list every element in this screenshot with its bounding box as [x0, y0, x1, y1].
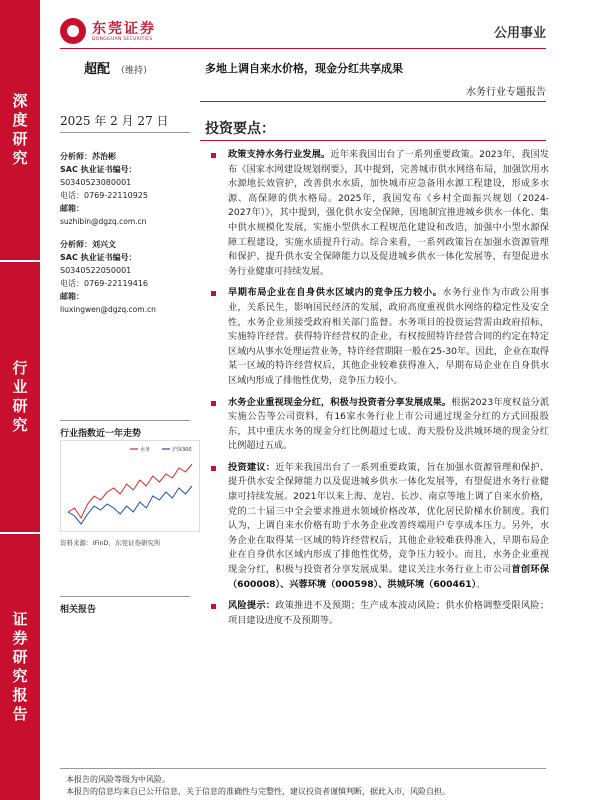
- report-type: 水务行业专题报告: [466, 87, 546, 98]
- key-point-heading: 政策支持水务行业发展。: [228, 149, 331, 160]
- legend-label-0: 水务: [140, 447, 151, 453]
- side-band-char: 究: [12, 416, 28, 434]
- key-point-end: 。: [476, 578, 486, 590]
- index-trend-chart: [60, 440, 200, 532]
- chart-title: 行业指数近一年走势: [60, 429, 142, 439]
- logo-icon: [60, 18, 86, 44]
- key-point-item: [204, 396, 549, 454]
- date-divider: [60, 132, 190, 133]
- recommended-stocks: 首创环保（600008）、兴蓉环境（000598）、洪城环境（600461）: [228, 564, 550, 590]
- key-point-heading: 投资建议：: [228, 461, 276, 473]
- analyst-sac-number: S0340522050001: [60, 266, 132, 275]
- header-divider: [60, 48, 546, 49]
- analyst-email[interactable]: liuxingwen@dgzq.com.cn: [60, 305, 156, 314]
- side-band-char: 报: [12, 686, 28, 704]
- analyst-email[interactable]: suzhibin@dgzq.com.cn: [60, 217, 147, 226]
- side-band-securities-report: [0, 534, 40, 800]
- side-band-char: 研: [12, 130, 28, 148]
- analyst-email-label: 邮箱：: [60, 292, 84, 301]
- side-band-industry-research: [0, 262, 40, 532]
- related-divider: [60, 596, 190, 597]
- key-point-text: 政策推进不及预期；生产成本波动风险；供水价格调整受限风险；项目建设进度不及预期等。: [228, 600, 550, 626]
- side-band-depth-research: [0, 0, 40, 260]
- side-band-char: 证: [12, 610, 28, 628]
- chart-divider: [60, 420, 190, 421]
- key-point-heading: 风险提示：: [228, 600, 276, 612]
- analyst-phone: 电话：0769-22110925: [60, 191, 148, 200]
- company-logo: [60, 18, 156, 44]
- side-band-char: 度: [12, 111, 28, 129]
- key-point-text: 水务行业作为市政公用事业，关系民生，影响国民经济的发展，政府高度重视供水网络的稳定性及安全性，水务企业须接受政府相关部门监督。水务项目的投资运营需由政府招标，实施特许经营。获得特许经营权的企业，有权按照特许经营合同的约定在特定区域内从事水处理运营业务，特许经营期限一般在25-30年。因此，企业在取得某一区域的特许经营权后，其他企业较难获得准入，早期布局企业在自身供水区域内形成了排他性优势，竞争压力较小。: [228, 287, 550, 386]
- analyst-sac-label: SAC 执业证书编号：: [60, 165, 137, 174]
- key-point-heading: 水务企业重视现金分红，积极与投资者分享发展成果。: [228, 396, 452, 408]
- analyst-block: [60, 238, 195, 316]
- side-band-char: 研: [12, 648, 28, 666]
- report-date: 2025 年 2 月 27 日: [60, 114, 169, 128]
- sector-label: 公用事业: [493, 26, 546, 41]
- side-band-char: 行: [12, 359, 28, 377]
- rating: [84, 58, 152, 77]
- logo-english-name: DONGGUAN SECURITIES: [92, 36, 153, 42]
- side-band-char: 告: [12, 705, 28, 723]
- side-band-char: 究: [12, 149, 28, 167]
- rating-note: （维持）: [116, 66, 153, 76]
- key-point-text: 根据2023年度权益分派实施公告等公司资料，有16家水务行业上市公司通过现金分红的方式回报股东，其中重庆水务的现金分红比例超过七成、海天股份及洪城环境的现金分红比例超过五成。: [228, 396, 550, 452]
- related-reports-heading: 相关报告: [60, 605, 97, 615]
- key-point-item: [204, 286, 549, 388]
- key-point-item: [204, 148, 549, 279]
- key-point-item: [204, 461, 549, 592]
- title-divider: [200, 101, 546, 102]
- logo-chinese-name: 东莞证券: [92, 20, 156, 37]
- analyst-sac-number: S0340523080001: [60, 178, 132, 187]
- footer: [66, 774, 450, 798]
- key-point-item: [204, 599, 549, 628]
- side-band-char: 业: [12, 378, 28, 396]
- analyst-name: 分析师：苏治彬: [60, 152, 116, 161]
- report-title: 多地上调自来水价格，现金分红共享成果: [205, 62, 403, 75]
- risk-level-note: 本报告的风险等级为中风险。: [66, 775, 170, 784]
- key-point-text: 近年来我国出台了一系列重要政策，旨在加强水资源管理和保护、提升供水安全保障能力以及促进城乡供水一体化发展等，有望促进水务行业健康可持续发展。2021年以来上海、龙岩、长沙、南京等地上调了自来水价格，党的二十届三中全会要求推进水领域价格改革，优化居民阶梯水价制度。我们认为，上调自来水价格有助于水务企业改善终端用户专享成本压力。另外，水务企业在取得某一区域的特许经营权后，其他企业较难获得准入，早期布局企业在自身供水区域内形成了排他性优势，竞争压力较小。而且，水务企业重视现金分红，积极与投资者分享发展成果。建议关注水务行业上市公司: [228, 461, 550, 576]
- key-points-list: [204, 148, 549, 631]
- analyst-email-label: 邮箱：: [60, 204, 84, 213]
- rating-value: 超配: [84, 62, 111, 77]
- side-band-char: 券: [12, 629, 28, 647]
- side-band-char: 研: [12, 397, 28, 415]
- analyst-block: [60, 150, 195, 228]
- key-point-heading: 早期布局企业在自身供水区域内的竞争压力较小。: [228, 287, 443, 299]
- disclaimer: 本报告的信息均来自已公开信息，关于信息的准确性与完整性，建议投资者谨慎判断，据此入市，风险自担。: [66, 787, 450, 796]
- side-band-char: 究: [12, 667, 28, 685]
- chart-source: 资料来源：iFinD，东莞证券研究所: [60, 539, 161, 547]
- key-point-text: 近年来我国出台了一系列重要政策。2023年，我国发布《国家水网建设规划纲要》，其中提到，完善城市供水网络布局，加强饮用水水源地长效管护，改善供水水质，加快城市应急备用水源工程建设，形成多水源、高保障的供水格局。2025年，我国发布《乡村全面振兴规划（2024-2027年）》，其中提到，强化供水安全保障，因地制宜推进城乡供水一体化、集中供水规模化发展，实施小型供水工程规范化建设和改造，加强中小型水源保障工程建设，实施水质提升行动。综合来看，一系列政策旨在加强水资源管理和保护、提升供水安全保障能力以及促进城乡供水一体化发展等，有望促进水务行业健康可持续发展。: [228, 149, 549, 277]
- analyst-phone: 电话：0769-22119416: [60, 279, 148, 288]
- footer-divider: [60, 768, 546, 769]
- key-points-title: 投资要点：: [205, 121, 275, 137]
- analyst-sac-label: SAC 执业证书编号：: [60, 253, 137, 262]
- side-band-char: 深: [12, 92, 28, 110]
- legend-label-1: 沪深300: [172, 447, 192, 453]
- key-points-divider: [200, 140, 546, 141]
- analyst-name: 分析师：刘兴文: [60, 240, 116, 249]
